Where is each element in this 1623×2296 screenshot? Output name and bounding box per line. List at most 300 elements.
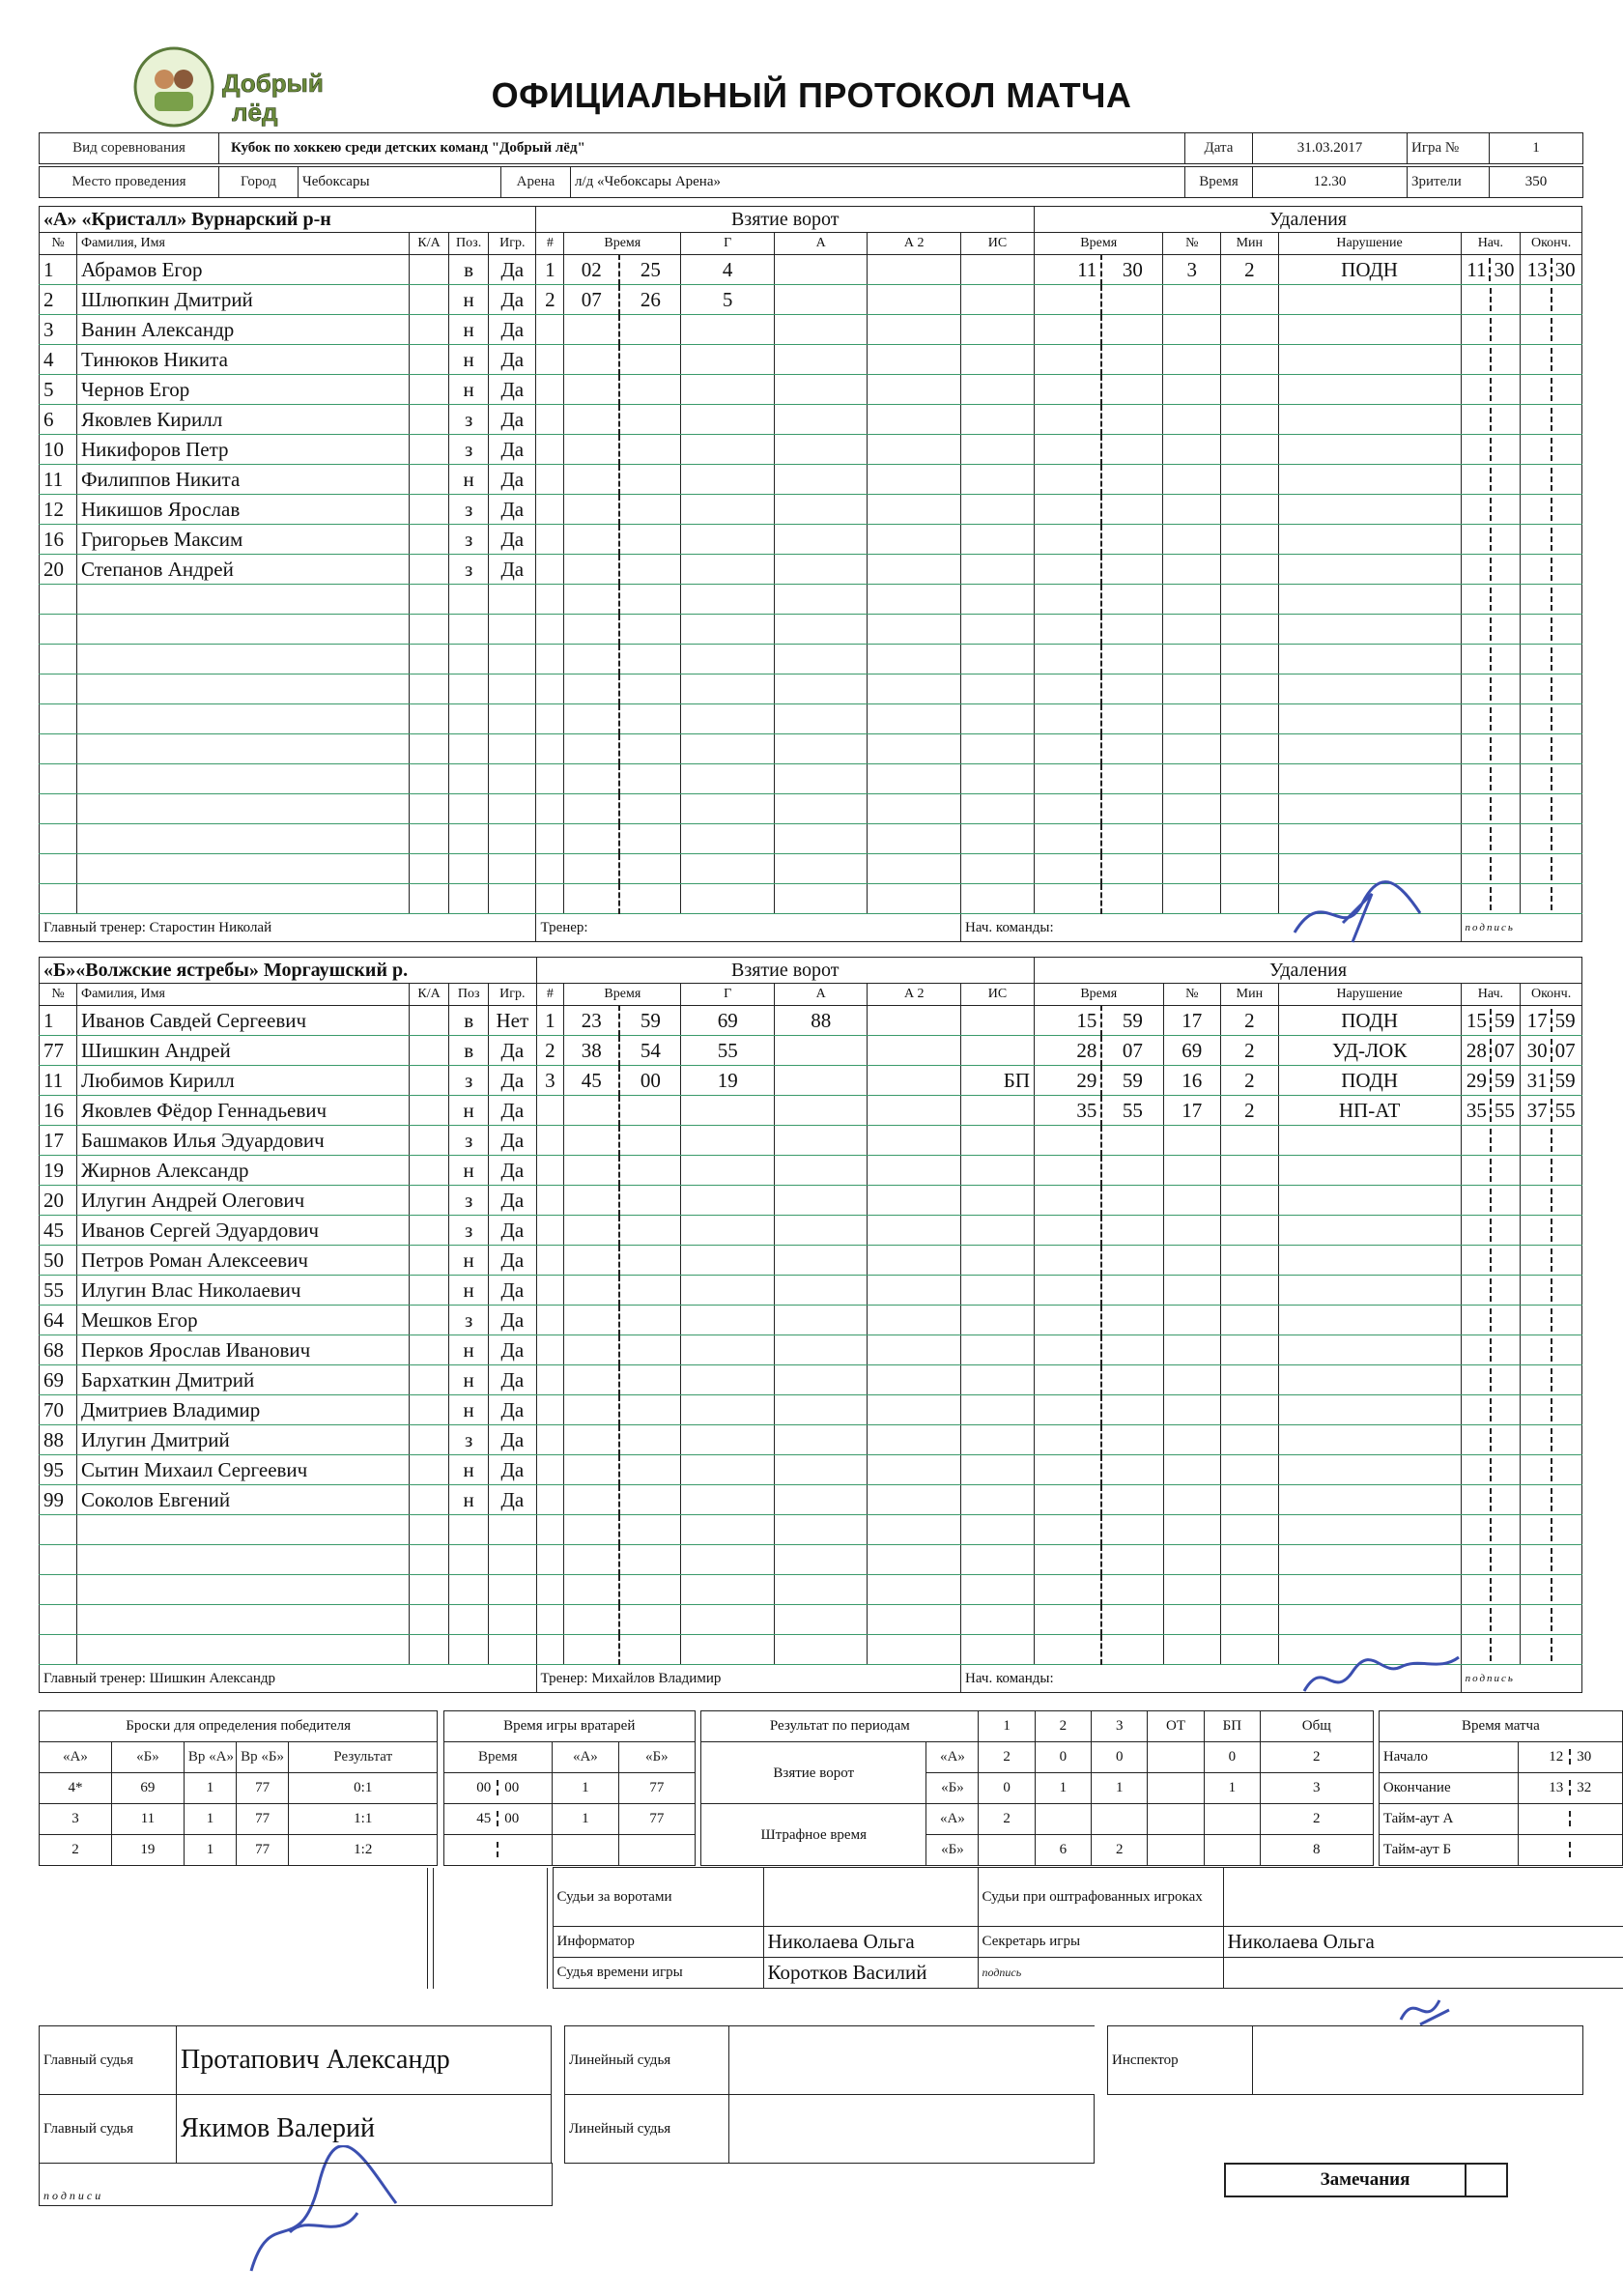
coach bbox=[536, 1665, 961, 1693]
player-num bbox=[40, 674, 77, 704]
pen-start bbox=[1461, 674, 1521, 704]
pen-ss bbox=[1101, 734, 1163, 764]
player-name bbox=[77, 615, 410, 645]
player-pos: з bbox=[449, 495, 489, 525]
goal-g bbox=[681, 1096, 775, 1126]
pen-start bbox=[1461, 1306, 1521, 1335]
goal-g bbox=[681, 854, 775, 884]
sign-label: подпись bbox=[1465, 922, 1515, 933]
player-name bbox=[77, 854, 410, 884]
period-value: 0 bbox=[1092, 1742, 1148, 1773]
goal-num bbox=[536, 645, 564, 674]
pen-min bbox=[1221, 345, 1279, 375]
table-row bbox=[40, 1605, 1582, 1635]
goal-mm bbox=[564, 645, 620, 674]
player-pos bbox=[449, 884, 489, 914]
goal-a2 bbox=[868, 435, 961, 465]
pen-inf: ПОДН bbox=[1278, 255, 1461, 285]
pen-ss bbox=[1101, 1126, 1163, 1156]
goal-num bbox=[536, 1425, 564, 1455]
player-name bbox=[77, 1635, 410, 1665]
player-name: Сытин Михаил Сергеевич bbox=[77, 1455, 410, 1485]
goal-ss bbox=[619, 1246, 681, 1276]
goal-a bbox=[774, 1455, 868, 1485]
pen-end-ss: 07 bbox=[1554, 1039, 1576, 1062]
pen-end-mm: 31 bbox=[1526, 1069, 1548, 1092]
page-title: ОФИЦИАЛЬНЫЙ ПРОТОКОЛ МАТЧА bbox=[491, 75, 1132, 115]
goal-num bbox=[536, 375, 564, 405]
goal-a2 bbox=[868, 375, 961, 405]
table-row bbox=[40, 1006, 1582, 1036]
player-num bbox=[40, 1515, 77, 1545]
player-pos bbox=[449, 734, 489, 764]
player-num: 70 bbox=[40, 1395, 77, 1425]
pen-start-mm: 11 bbox=[1466, 258, 1487, 281]
end-min: 32 bbox=[1577, 1780, 1592, 1795]
pen-num bbox=[1163, 1455, 1221, 1485]
goal-ss bbox=[619, 1365, 681, 1395]
spectators-label: Зрители bbox=[1408, 167, 1490, 198]
player-name: Тинюков Никита bbox=[77, 345, 410, 375]
period-value: 2 bbox=[979, 1742, 1035, 1773]
goal-is bbox=[961, 1246, 1035, 1276]
goal-g bbox=[681, 1575, 775, 1605]
pen-end bbox=[1521, 1186, 1582, 1216]
goal-mm bbox=[564, 555, 620, 585]
team-chief-label: Нач. команды: bbox=[965, 1671, 1054, 1686]
pen-num: 17 bbox=[1163, 1096, 1221, 1126]
goal-num bbox=[536, 1575, 564, 1605]
pen-ss bbox=[1101, 585, 1163, 615]
goal-mm bbox=[564, 315, 620, 345]
pen-start bbox=[1461, 884, 1521, 914]
pen-start bbox=[1461, 1006, 1521, 1036]
goal-a2 bbox=[868, 315, 961, 345]
main-ref-label: Главный судья bbox=[40, 2026, 177, 2095]
pen-end bbox=[1521, 1365, 1582, 1395]
player-play: Да bbox=[489, 1276, 536, 1306]
player-ka bbox=[410, 1276, 449, 1306]
pen-end bbox=[1521, 1635, 1582, 1665]
pen-min bbox=[1221, 764, 1279, 794]
goal-a bbox=[774, 1635, 868, 1665]
player-ka bbox=[410, 1425, 449, 1455]
table-row bbox=[40, 465, 1582, 495]
col-goal-a2: А 2 bbox=[868, 984, 961, 1006]
pen-end bbox=[1521, 1126, 1582, 1156]
goal-mm bbox=[564, 585, 620, 615]
team_a-table bbox=[39, 206, 1582, 942]
player-pos bbox=[449, 1605, 489, 1635]
pen-start bbox=[1461, 1276, 1521, 1306]
goal-ss bbox=[619, 495, 681, 525]
pen-start bbox=[1461, 1246, 1521, 1276]
pen-num bbox=[1163, 555, 1221, 585]
player-num bbox=[40, 854, 77, 884]
pen-start bbox=[1461, 1186, 1521, 1216]
shootout-col: Вр «Б» bbox=[237, 1742, 289, 1773]
pen-ss: 59 bbox=[1101, 1006, 1163, 1036]
goal-a bbox=[774, 674, 868, 704]
player-name: Илугин Андрей Олегович bbox=[77, 1186, 410, 1216]
goal-mm bbox=[564, 465, 620, 495]
informer-value: Николаева Ольга bbox=[763, 1927, 978, 1958]
goal-is bbox=[961, 1006, 1035, 1036]
player-ka bbox=[410, 1006, 449, 1036]
goal-mm bbox=[564, 1425, 620, 1455]
player-num: 55 bbox=[40, 1276, 77, 1306]
player-name: Григорьев Максим bbox=[77, 525, 410, 555]
goal-a bbox=[774, 585, 868, 615]
goal-g bbox=[681, 1455, 775, 1485]
pen-inf bbox=[1278, 555, 1461, 585]
goal-num bbox=[536, 345, 564, 375]
player-ka bbox=[410, 435, 449, 465]
goal-is bbox=[961, 1306, 1035, 1335]
goal-is bbox=[961, 1635, 1035, 1665]
player-play: Да bbox=[489, 1156, 536, 1186]
goal-num bbox=[536, 1365, 564, 1395]
pen-inf bbox=[1278, 405, 1461, 435]
goal-mm bbox=[564, 1395, 620, 1425]
shootout-cell: 3 bbox=[40, 1804, 112, 1835]
pen-ss bbox=[1101, 1635, 1163, 1665]
player-num: 1 bbox=[40, 255, 77, 285]
pen-min: 2 bbox=[1221, 255, 1279, 285]
table-row bbox=[40, 645, 1582, 674]
goal-mm bbox=[564, 1186, 620, 1216]
goal-a bbox=[774, 375, 868, 405]
player-play: Да bbox=[489, 285, 536, 315]
goal-ss bbox=[619, 1126, 681, 1156]
pen-end-ss: 59 bbox=[1554, 1009, 1576, 1032]
player-num: 20 bbox=[40, 555, 77, 585]
player-play bbox=[489, 645, 536, 674]
goal-num bbox=[536, 1126, 564, 1156]
goal-a bbox=[774, 435, 868, 465]
goal-a2 bbox=[868, 824, 961, 854]
pen-min bbox=[1221, 884, 1279, 914]
pen-num bbox=[1163, 1515, 1221, 1545]
pen-num bbox=[1163, 1545, 1221, 1575]
goal-is bbox=[961, 1096, 1035, 1126]
goal-g bbox=[681, 525, 775, 555]
table-row bbox=[40, 1156, 1582, 1186]
player-ka bbox=[410, 495, 449, 525]
player-play bbox=[489, 1515, 536, 1545]
goal-g bbox=[681, 375, 775, 405]
pen-num bbox=[1163, 495, 1221, 525]
col-goal-g: Г bbox=[681, 984, 775, 1006]
shootout-title: Броски для определения победителя bbox=[40, 1711, 438, 1742]
goal-mm bbox=[564, 405, 620, 435]
table-row bbox=[40, 1455, 1582, 1485]
goal-is bbox=[961, 1156, 1035, 1186]
pen-end bbox=[1521, 525, 1582, 555]
goal-a2 bbox=[868, 255, 961, 285]
period-value: 6 bbox=[1035, 1835, 1091, 1866]
pen-num bbox=[1163, 1186, 1221, 1216]
player-name: Филиппов Никита bbox=[77, 465, 410, 495]
pen-mm bbox=[1034, 465, 1101, 495]
goal-a bbox=[774, 1605, 868, 1635]
player-pos: н bbox=[449, 345, 489, 375]
player-play: Да bbox=[489, 495, 536, 525]
goal-ss bbox=[619, 555, 681, 585]
col-pen-num: № bbox=[1163, 984, 1221, 1006]
player-name bbox=[77, 764, 410, 794]
goal-g bbox=[681, 794, 775, 824]
pen-num bbox=[1163, 1485, 1221, 1515]
player-ka bbox=[410, 645, 449, 674]
pen-ss bbox=[1101, 1216, 1163, 1246]
goal-ss bbox=[619, 585, 681, 615]
pen-num bbox=[1163, 704, 1221, 734]
period-value: 2 bbox=[1260, 1742, 1373, 1773]
pen-ss bbox=[1101, 1276, 1163, 1306]
player-pos: н bbox=[449, 1395, 489, 1425]
pen-inf bbox=[1278, 1186, 1461, 1216]
goal-a bbox=[774, 1545, 868, 1575]
goal-a2 bbox=[868, 1216, 961, 1246]
goalie-b: 77 bbox=[618, 1773, 695, 1804]
goal-num bbox=[536, 1306, 564, 1335]
pen-num bbox=[1163, 645, 1221, 674]
player-play: Да bbox=[489, 375, 536, 405]
pen-min bbox=[1221, 854, 1279, 884]
city-value: Чебоксары bbox=[299, 167, 501, 198]
pen-start bbox=[1461, 704, 1521, 734]
goal-is bbox=[960, 615, 1034, 645]
team-title: «А» «Кристалл» Вурнарский р-н bbox=[40, 207, 536, 233]
player-play: Да bbox=[489, 1036, 536, 1066]
game-value: 1 bbox=[1490, 133, 1583, 164]
pen-ss bbox=[1101, 615, 1163, 645]
player-name: Чернов Егор bbox=[77, 375, 410, 405]
goal-num bbox=[536, 1485, 564, 1515]
pen-inf bbox=[1278, 585, 1461, 615]
sign-label: подпись bbox=[1465, 1673, 1515, 1684]
pen-min bbox=[1221, 315, 1279, 345]
period-value bbox=[1148, 1773, 1204, 1804]
table-row bbox=[40, 1276, 1582, 1306]
goal-a2 bbox=[868, 1485, 961, 1515]
table-row bbox=[40, 1365, 1582, 1395]
col-pos: Поз bbox=[449, 984, 489, 1006]
pen-min bbox=[1221, 1276, 1279, 1306]
pen-end-mm: 30 bbox=[1526, 1039, 1548, 1062]
goal-is: БП bbox=[961, 1066, 1035, 1096]
player-num bbox=[40, 1605, 77, 1635]
player-play: Да bbox=[489, 525, 536, 555]
col-pen-inf: Нарушение bbox=[1278, 233, 1461, 255]
head-coach-value: Старостин Николай bbox=[149, 920, 272, 935]
goalie-b: 77 bbox=[618, 1804, 695, 1835]
pen-mm bbox=[1034, 615, 1101, 645]
goalie-col: Время bbox=[443, 1742, 552, 1773]
goal-is bbox=[960, 704, 1034, 734]
player-pos: в bbox=[449, 255, 489, 285]
table-row bbox=[40, 1575, 1582, 1605]
goal-ss bbox=[619, 405, 681, 435]
pen-start bbox=[1461, 1365, 1521, 1395]
goalie-col: «Б» bbox=[618, 1742, 695, 1773]
player-ka bbox=[410, 1096, 449, 1126]
shootout-cell: 4* bbox=[40, 1773, 112, 1804]
pen-end bbox=[1521, 1246, 1582, 1276]
goalie-mm: 45 bbox=[476, 1811, 492, 1826]
goal-a2 bbox=[868, 1096, 961, 1126]
player-num: 64 bbox=[40, 1306, 77, 1335]
goal-ss bbox=[619, 824, 681, 854]
pen-ss: 59 bbox=[1101, 1066, 1163, 1096]
pen-mm bbox=[1034, 884, 1101, 914]
timeout-a-label: Тайм-аут А bbox=[1379, 1804, 1518, 1835]
player-pos: з bbox=[449, 405, 489, 435]
player-play bbox=[489, 1605, 536, 1635]
goal-is bbox=[961, 1455, 1035, 1485]
remarks-label: Замечания bbox=[1266, 2165, 1466, 2196]
goal-num bbox=[536, 1246, 564, 1276]
pen-start bbox=[1461, 1485, 1521, 1515]
pen-num bbox=[1163, 405, 1221, 435]
pen-min bbox=[1221, 734, 1279, 764]
pen-mm: 29 bbox=[1035, 1066, 1102, 1096]
goal-is bbox=[961, 1216, 1035, 1246]
goal-is bbox=[960, 674, 1034, 704]
goal-num bbox=[536, 615, 564, 645]
player-ka bbox=[410, 285, 449, 315]
goal-ss bbox=[619, 1216, 681, 1246]
pen-inf bbox=[1278, 1246, 1461, 1276]
goal-is bbox=[960, 884, 1034, 914]
periods-title: Результат по периодам bbox=[701, 1711, 979, 1742]
goal-num bbox=[536, 1216, 564, 1246]
pen-inf bbox=[1278, 764, 1461, 794]
timekeeper-label: Судья времени игры bbox=[553, 1958, 763, 1989]
goal-mm bbox=[564, 615, 620, 645]
player-play: Да bbox=[489, 1216, 536, 1246]
goal-a2 bbox=[868, 1395, 961, 1425]
period-value: 3 bbox=[1260, 1773, 1373, 1804]
pen-end bbox=[1521, 255, 1582, 285]
goal-num: 1 bbox=[536, 1006, 564, 1036]
player-pos: з bbox=[449, 1216, 489, 1246]
table-row bbox=[40, 734, 1582, 764]
inspector-label: Инспектор bbox=[1108, 2026, 1253, 2095]
player-name: Яковлев Кирилл bbox=[77, 405, 410, 435]
period-value: 2 bbox=[979, 1804, 1035, 1835]
goal-a2 bbox=[868, 1425, 961, 1455]
goal-ss: 00 bbox=[619, 1066, 681, 1096]
table-row bbox=[40, 1545, 1582, 1575]
goalie-ss: 00 bbox=[504, 1780, 520, 1795]
pen-inf bbox=[1278, 645, 1461, 674]
shootout-cell: 1 bbox=[184, 1835, 236, 1866]
end-hour: 13 bbox=[1549, 1780, 1564, 1795]
table-row bbox=[40, 615, 1582, 645]
pen-inf bbox=[1278, 375, 1461, 405]
pen-end bbox=[1521, 674, 1582, 704]
goal-is bbox=[960, 525, 1034, 555]
goal-ss: 25 bbox=[619, 255, 681, 285]
player-num bbox=[40, 734, 77, 764]
pen-inf: НП-АТ bbox=[1278, 1096, 1461, 1126]
pen-min bbox=[1221, 375, 1279, 405]
player-play bbox=[489, 585, 536, 615]
col-pen-end: Оконч. bbox=[1521, 233, 1582, 255]
player-num bbox=[40, 1575, 77, 1605]
goal-mm bbox=[564, 1276, 620, 1306]
pen-inf: ПОДН bbox=[1278, 1006, 1461, 1036]
match-time-title: Время матча bbox=[1379, 1711, 1622, 1742]
goal-a2 bbox=[868, 1186, 961, 1216]
pen-ss bbox=[1101, 435, 1163, 465]
col-name: Фамилия, Имя bbox=[77, 984, 410, 1006]
pen-mm bbox=[1034, 585, 1101, 615]
pen-ss bbox=[1101, 1575, 1163, 1605]
pen-min bbox=[1221, 794, 1279, 824]
goal-a2 bbox=[868, 794, 961, 824]
period-value: 1 bbox=[1204, 1773, 1260, 1804]
spectators-value: 350 bbox=[1490, 167, 1583, 198]
goalie-time-title: Время игры вратарей bbox=[443, 1711, 695, 1742]
goal-mm bbox=[564, 1216, 620, 1246]
goal-mm bbox=[564, 764, 620, 794]
pen-num bbox=[1163, 1276, 1221, 1306]
player-num: 69 bbox=[40, 1365, 77, 1395]
goal-is bbox=[961, 1036, 1035, 1066]
pen-end bbox=[1521, 704, 1582, 734]
col-goal-num: # bbox=[536, 233, 564, 255]
pen-end bbox=[1521, 405, 1582, 435]
pen-mm bbox=[1034, 315, 1101, 345]
goal-is bbox=[961, 1605, 1035, 1635]
player-play: Да bbox=[489, 555, 536, 585]
pen-start bbox=[1461, 525, 1521, 555]
pen-min bbox=[1221, 704, 1279, 734]
pen-min bbox=[1221, 674, 1279, 704]
player-ka bbox=[410, 1246, 449, 1276]
player-pos bbox=[449, 824, 489, 854]
player-play: Да bbox=[489, 1425, 536, 1455]
goal-is bbox=[961, 1395, 1035, 1425]
col-goal-time: Время bbox=[564, 233, 681, 255]
player-num: 68 bbox=[40, 1335, 77, 1365]
player-num bbox=[40, 615, 77, 645]
table-row bbox=[40, 794, 1582, 824]
player-pos: з bbox=[449, 1306, 489, 1335]
goal-mm bbox=[564, 1365, 620, 1395]
goal-ss bbox=[619, 794, 681, 824]
player-name bbox=[77, 674, 410, 704]
pen-num bbox=[1163, 1306, 1221, 1335]
pen-min bbox=[1221, 1455, 1279, 1485]
pen-num bbox=[1163, 1335, 1221, 1365]
game-label: Игра № bbox=[1408, 133, 1490, 164]
goal-num bbox=[536, 1455, 564, 1485]
goal-g bbox=[681, 884, 775, 914]
goal-num bbox=[536, 495, 564, 525]
penalties-header: Удаления bbox=[1035, 958, 1582, 984]
goal-g bbox=[681, 734, 775, 764]
pen-end bbox=[1521, 854, 1582, 884]
player-name: Никифоров Петр bbox=[77, 435, 410, 465]
player-pos: з bbox=[449, 555, 489, 585]
goal-a bbox=[774, 1246, 868, 1276]
goal-is bbox=[961, 1575, 1035, 1605]
goal-mm bbox=[564, 704, 620, 734]
